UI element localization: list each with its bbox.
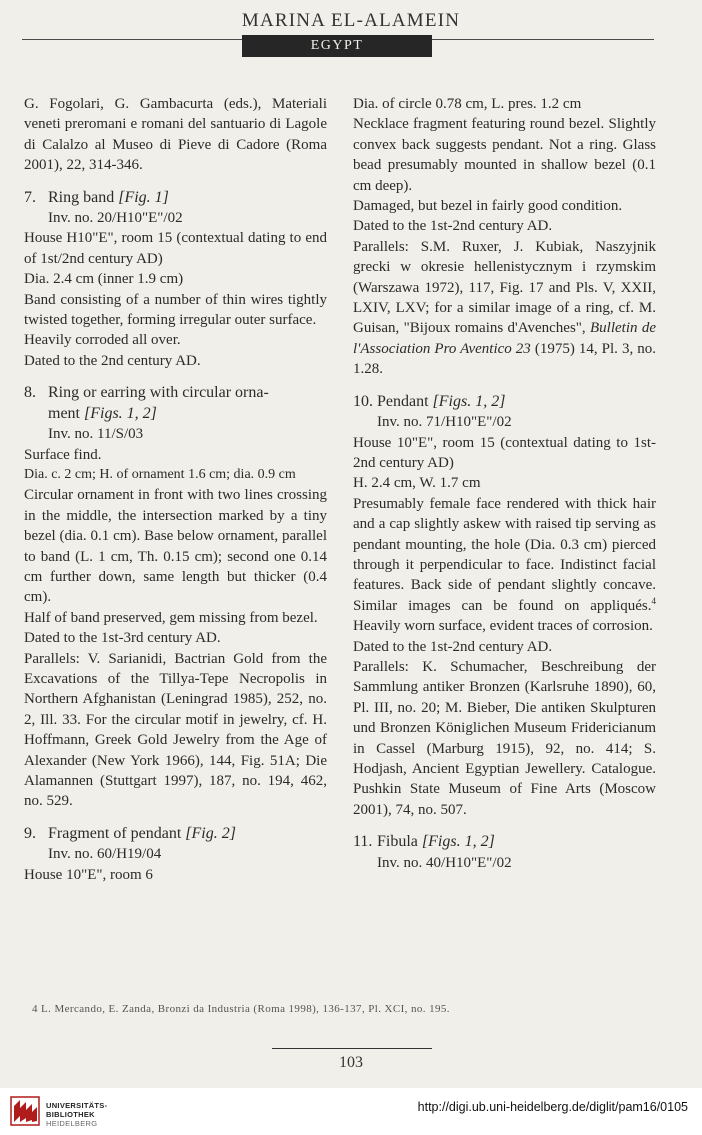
entry-number: 8.	[24, 384, 36, 402]
library-line-1: UNIVERSITÄTS-	[46, 1101, 108, 1110]
entry-line: Necklace fragment featuring round bezel. Slightly convex back suggests pendant. Not a ring. Glass bead presumably mounted in shallow bezel (0.1 cm deep).	[353, 116, 656, 194]
entry-line: Circular ornament in front with two lines crossing in the middle, the intersection marked by a tiny bezel (dia. 0.1 cm). Base below ornament, parallel to band (L. 1 cm, Th. 0.15 cm); second one 0.14 cm further down, same length but thicker (0.4 cm).	[24, 487, 327, 606]
entry-title-continued: ment	[48, 404, 80, 422]
library-name	[46, 1101, 107, 1128]
library-line-3: HEIDELBERG	[46, 1119, 98, 1128]
entry-line: Parallels: V. Sarianidi, Bactrian Gold from the Excavations of the Tillya-Tepe Necropolis in Northern Afghanistan (Leningrad 1985), 252, no. 2, Ill. 33. For the circular motif in jewelry, cf. H. Hoffmann, Greek Gold Jewelry from the Age of Alexander (New York 1966), 144, Fig. 51A; Die Alamannen (Stuttgart 1997), 187, no. 194, 462, no. 529.	[24, 650, 327, 810]
page-number: 103	[339, 1054, 363, 1071]
entry-line: Band consisting of a number of thin wires tightly twisted together, forming irregular outer surface.	[24, 291, 327, 329]
entry-title: Ring band	[48, 188, 115, 206]
inventory-number: Inv. no. 60/H19/04	[48, 846, 162, 863]
entry-7-heading	[24, 188, 327, 208]
entry-line: Half of band preserved, gem missing from bezel.	[24, 609, 318, 626]
running-head: MARINA EL-ALAMEIN	[241, 10, 461, 31]
entry-line: Dia. of circle 0.78 cm, L. pres. 1.2 cm	[353, 96, 582, 112]
entry-number: 11.	[353, 833, 373, 851]
footer-rule	[272, 1048, 432, 1049]
inventory-number: Inv. no. 71/H10"E"/02	[377, 414, 512, 431]
entry-line: Dia. c. 2 cm; H. of ornament 1.6 cm; dia. 0.9 cm	[24, 466, 296, 482]
right-column	[353, 94, 656, 873]
heidelberg-library-logo-icon[interactable]	[10, 1096, 40, 1126]
figure-reference: [Fig. 2]	[185, 824, 236, 842]
footnote: 4 L. Mercando, E. Zanda, Bronzi da Industria (Roma 1998), 136-137, Pl. XCI, no. 195.	[32, 1003, 450, 1015]
description-text-end: Heavily worn surface, evident traces of corrosion.	[353, 618, 653, 635]
entry-line: House 10"E", room 6	[24, 866, 153, 883]
entry-line: H. 2.4 cm, W. 1.7 cm	[353, 475, 481, 492]
entry-number: 10.	[353, 392, 373, 410]
parallels-paragraph	[353, 237, 656, 380]
entry-line: House H10"E", room 15 (contextual dating to end of 1st/2nd century AD)	[24, 230, 327, 267]
reference-continuation: G. Fogolari, G. Gambacurta (eds.), Materiali veneti preromani e romani del santuario di Lagole di Calalzo al Museo di Pieve di Cadore (Roma 2001), 22, 314-346.	[24, 96, 327, 174]
entry-number: 9.	[24, 824, 36, 842]
entry-title: Pendant	[377, 392, 429, 410]
entry-10-heading	[353, 392, 656, 412]
section-label: EGYPT	[242, 35, 432, 57]
entry-line: House 10"E", room 15 (contextual dating to 1st-2nd century AD)	[353, 434, 656, 471]
entry-line: Surface find.	[24, 446, 102, 463]
parallels-text-end: (1975) 14, Pl. 3, no. 1.28.	[353, 340, 656, 378]
inventory-number: Inv. no. 40/H10"E"/02	[377, 854, 512, 871]
left-column	[24, 94, 327, 885]
inventory-number: Inv. no. 20/H10"E"/02	[48, 210, 183, 227]
figure-reference: [Figs. 1, 2]	[432, 392, 506, 410]
inventory-number: Inv. no. 11/S/03	[48, 426, 144, 443]
library-line-2: BIBLIOTHEK	[46, 1110, 95, 1119]
entry-line: Dated to the 1st-2nd century AD.	[353, 638, 553, 655]
entry-title: Fragment of pendant	[48, 824, 182, 842]
description-text: Presumably female face rendered with thick hair and a cap slightly askew with raised tip serving as pendant mounting, the hole (Dia. 0.3 cm) pierced through it perpendicular to face. Indistinct facial features. Back side of pendant slightly concave. Similar images can be found on appliqués.	[353, 495, 656, 614]
entry-title: Ring or earring with circular orna-	[48, 384, 269, 402]
figure-reference: [Figs. 1, 2]	[84, 404, 157, 422]
entry-line: Dia. 2.4 cm (inner 1.9 cm)	[24, 271, 184, 288]
footnote-marker[interactable]: 4	[651, 595, 656, 606]
entry-line: Damaged, but bezel in fairly good condition.	[353, 198, 623, 215]
parallels-text: Parallels: S.M. Ruxer, J. Kubiak, Naszyjnik grecki w okresie hellenistycznym i rzymskim (Warszawa 1972), 117, Fig. 17 and Pls. V, XXII, LXIV, LXV; for a similar image of a ring, cf. M. Guisan, "Bijoux romains d'Avenches",	[353, 238, 656, 337]
entry-line: Parallels: K. Schumacher, Beschreibung der Sammlung antiker Bronzen (Karlsruhe 1890), 60, Pl. III, no. 20; M. Bieber, Die antiken Skulpturen und Bronzen Königlichen Museum Fridericianum in Cassel (Marburg 1915), 92, no. 414; S. Hodjash, Ancient Egyptian Jewellery. Catalogue. Pushkin State Museum of Fine Arts (Moscow 2001), 74, no. 507.	[353, 658, 656, 818]
library-footer	[0, 1088, 702, 1135]
entry-line: Dated to the 2nd century AD.	[24, 352, 201, 369]
figure-reference: [Fig. 1]	[118, 188, 169, 206]
entry-number: 7.	[24, 188, 36, 206]
description-paragraph	[353, 494, 656, 637]
entry-title: Fibula	[377, 833, 418, 851]
entry-line: Heavily corroded all over.	[24, 332, 181, 349]
figure-reference: [Figs. 1, 2]	[421, 833, 495, 851]
journal-title: Bulletin de l'Association Pro Aventico 23	[353, 320, 657, 357]
entry-11-heading	[353, 832, 656, 852]
entry-8-heading	[24, 383, 327, 424]
entry-line: Dated to the 1st-3rd century AD.	[24, 630, 221, 647]
entry-line: Dated to the 1st-2nd century AD.	[353, 218, 553, 235]
entry-9-heading	[24, 824, 327, 844]
source-url-link[interactable]: http://digi.ub.uni-heidelberg.de/diglit/pam16/0105	[417, 1100, 688, 1114]
